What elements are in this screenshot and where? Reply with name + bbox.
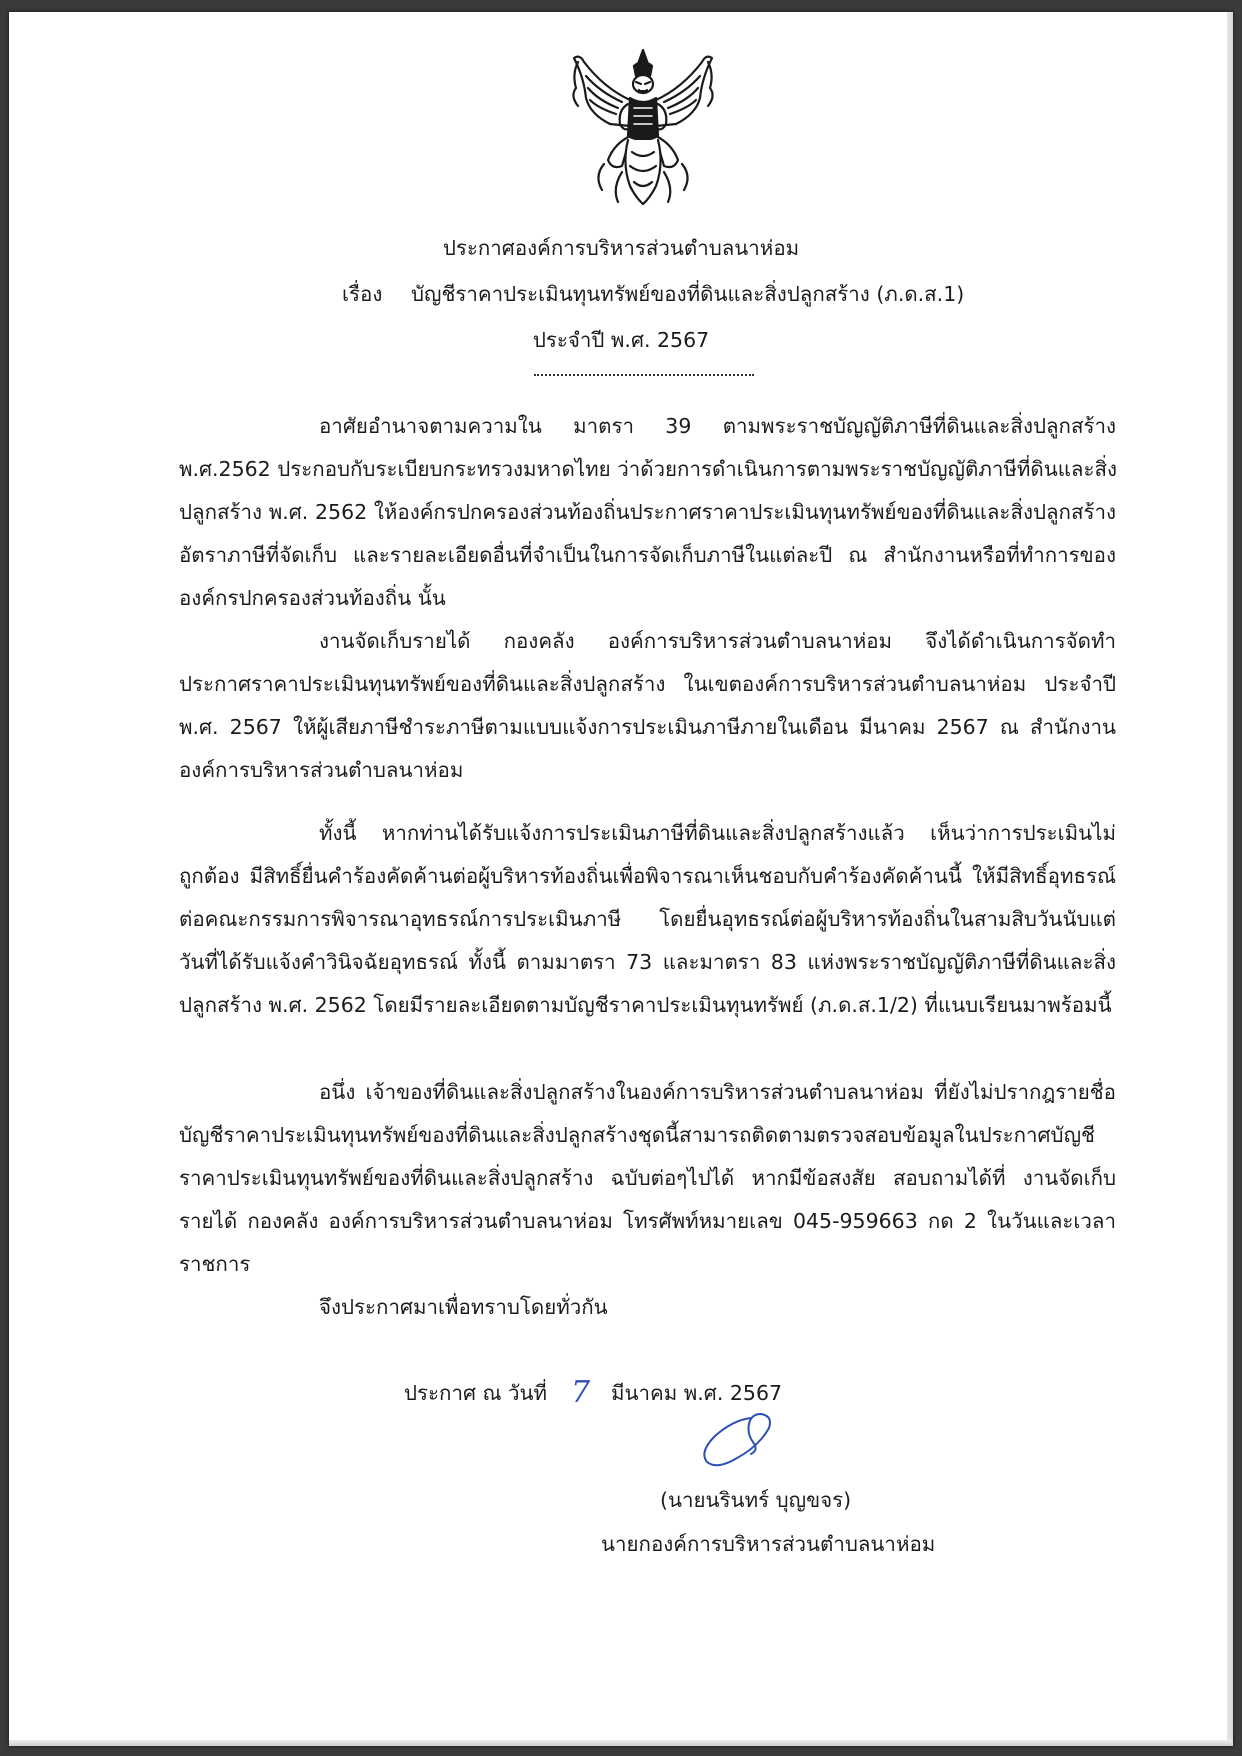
closing-line: จึงประกาศมาเพื่อทราบโดยทั่วกัน <box>319 1295 608 1319</box>
paragraph-line: ถูกต้อง มีสิทธิ์ยื่นคำร้องคัดค้านต่อผู้บริหารท้องถิ่นเพื่อพิจารณาเห็นชอบกับคำร้องคัดค้านนี้ ให้มีสิทธิ์อุทธรณ์ <box>179 864 1116 888</box>
garuda-emblem-icon <box>564 44 722 212</box>
header-year: ประจำปี พ.ศ. 2567 <box>532 328 710 352</box>
date-prefix: ประกาศ ณ วันที่ <box>404 1381 548 1405</box>
document-page <box>9 12 1233 1746</box>
signer-name: (นายนรินทร์ บุญขจร) <box>660 1488 852 1512</box>
paragraph-line: รายได้ กองคลัง องค์การบริหารส่วนตำบลนาห่อม โทรศัพท์หมายเลข 045-959663 กด 2 ในวันและเวลา <box>179 1209 1116 1233</box>
paragraph-line: ราชการ <box>179 1252 251 1276</box>
date-day-handwritten: 7 <box>571 1375 591 1410</box>
paragraph-line: บัญชีราคาประเมินทุนทรัพย์ของที่ดินและสิ่งปลูกสร้างชุดนี้สามารถติดตามตรวจสอบข้อมูลในประกาศบัญชี <box>179 1123 1095 1147</box>
page-edge-right <box>1227 12 1233 1746</box>
paragraph-line: อัตราภาษีที่จัดเก็บ และรายละเอียดอื่นที่จำเป็นในการจัดเก็บภาษีในแต่ละปี ณ สำนักงานหรือที่ทำการของ <box>179 543 1116 567</box>
paragraph-line: อาศัยอำนาจตามความใน มาตรา 39 ตามพระราชบัญญัติภาษีที่ดินและสิ่งปลูกสร้าง <box>319 414 1116 438</box>
paragraph-line: พ.ศ. 2567 ให้ผู้เสียภาษีชำระภาษีตามแบบแจ้งการประเมินภาษีภายในเดือน มีนาคม 2567 ณ สำนักงาน <box>179 715 1116 739</box>
signature-mark <box>693 1406 783 1474</box>
paragraph-line: ปลูกสร้าง พ.ศ. 2562 โดยมีรายละเอียดตามบัญชีราคาประเมินทุนทรัพย์ (ภ.ด.ส.1/2) ที่แนบเรียนมาพร้อมนี้ <box>179 993 1112 1017</box>
paragraph-line: ปลูกสร้าง พ.ศ. 2562 ให้องค์กรปกครองส่วนท้องถิ่นประกาศราคาประเมินทุนทรัพย์ของที่ดินและสิ่งปลูกสร้าง <box>179 500 1116 524</box>
dotted-divider <box>534 374 754 376</box>
paragraph-line: ราคาประเมินทุนทรัพย์ของที่ดินและสิ่งปลูกสร้าง ฉบับต่อๆไปได้ หากมีข้อสงสัย สอบถามได้ที่ งานจัดเก็บ <box>179 1166 1116 1190</box>
paragraph-line: ประกาศราคาประเมินทุนทรัพย์ของที่ดินและสิ่งปลูกสร้าง ในเขตองค์การบริหารส่วนตำบลนาห่อม ประจำปี <box>179 672 1116 696</box>
date-month-year: มีนาคม พ.ศ. 2567 <box>611 1381 783 1405</box>
paragraph-line: วันที่ได้รับแจ้งคำวินิจฉัยอุทธรณ์ ทั้งนี้ ตามมาตรา 73 และมาตรา 83 แห่งพระราชบัญญัติภาษีที่ดินและสิ่ง <box>179 950 1116 974</box>
page-edge-bottom <box>9 1740 1233 1746</box>
paragraph-line: งานจัดเก็บรายได้ กองคลัง องค์การบริหารส่วนตำบลนาห่อม จึงได้ดำเนินการจัดทำ <box>319 629 1116 653</box>
paragraph-line: องค์กรปกครองส่วนท้องถิ่น นั้น <box>179 586 446 610</box>
header-org: ประกาศองค์การบริหารส่วนตำบลนาห่อม <box>442 236 800 260</box>
paragraph-line: ทั้งนี้ หากท่านได้รับแจ้งการประเมินภาษีที่ดินและสิ่งปลูกสร้างแล้ว เห็นว่าการประเมินไม่ <box>319 821 1116 845</box>
subject-label: เรื่อง <box>342 282 383 306</box>
signer-position: นายกองค์การบริหารส่วนตำบลนาห่อม <box>601 1532 936 1556</box>
subject-title: บัญชีราคาประเมินทุนทรัพย์ของที่ดินและสิ่งปลูกสร้าง (ภ.ด.ส.1) <box>411 282 965 306</box>
paragraph-line: พ.ศ.2562 ประกอบกับระเบียบกระทรวงมหาดไทย ว่าด้วยการดำเนินการตามพระราชบัญญัติภาษีที่ดินและสิ่ง <box>179 457 1118 481</box>
paragraph-line: องค์การบริหารส่วนตำบลนาห่อม <box>179 758 464 782</box>
paragraph-line: อนึ่ง เจ้าของที่ดินและสิ่งปลูกสร้างในองค์การบริหารส่วนตำบลนาห่อม ที่ยังไม่ปรากฎรายชื่อ <box>319 1080 1116 1104</box>
paragraph-line: ต่อคณะกรรมการพิจารณาอุทธรณ์การประเมินภาษี โดยยื่นอุทธรณ์ต่อผู้บริหารท้องถิ่นในสามสิบวันนับแต่ <box>179 907 1116 931</box>
